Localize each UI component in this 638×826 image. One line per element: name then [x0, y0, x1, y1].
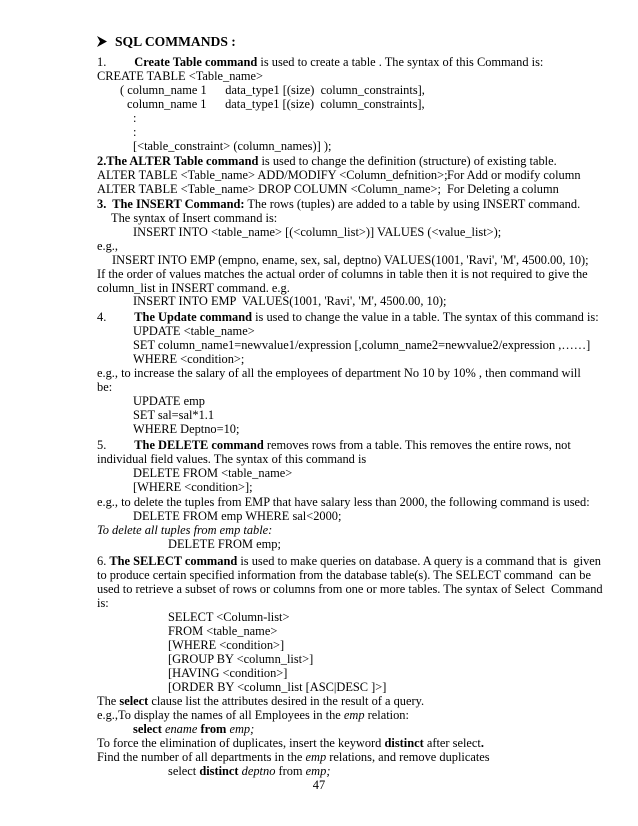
alter-table-term: 2.The ALTER Table command	[97, 154, 259, 168]
create-table-syntax-line: [<table_constraint> (column_names)] );	[133, 139, 332, 153]
delete-term: The DELETE command	[134, 438, 264, 452]
insert-intro	[97, 198, 580, 212]
create-table-syntax-line: CREATE TABLE <Table_name>	[97, 69, 264, 83]
alter-drop-note: For Deleting a column	[447, 182, 559, 196]
distinct-example	[168, 765, 330, 779]
insert-term: 3. The INSERT Command:	[97, 197, 245, 211]
alter-add-note: For Add or modify column	[447, 168, 581, 182]
text-run: Find the number of all departments in the	[97, 750, 306, 764]
delete-desc: removes rows from a table. This removes the entire rows, not	[263, 438, 571, 452]
delete-all-label: To delete all tuples from emp table:	[97, 523, 273, 537]
relation-name: emp	[305, 750, 327, 764]
page-number: 47	[312, 778, 326, 792]
text-run: To force the elimination of duplicates, insert the keyword	[97, 736, 385, 750]
attribute-name: deptno	[238, 764, 276, 778]
text-run: after select	[423, 736, 481, 750]
insert-eg-label: e.g.,	[97, 239, 118, 253]
text-run: relation:	[364, 708, 409, 722]
keyword-select: select	[168, 764, 200, 778]
distinct-task	[97, 751, 490, 765]
item-number: 5.	[97, 438, 107, 452]
select-term: The SELECT command	[109, 554, 238, 568]
insert-note-line: If the order of values matches the actual order of columns in table then it is not required to give the	[97, 267, 588, 281]
insert-example-short: INSERT INTO EMP VALUES(1001, 'Ravi', 'M', 4500.00, 10);	[133, 294, 447, 308]
text-run: clause list the attributes desired in the result of a query.	[148, 694, 425, 708]
keyword-from: from	[200, 722, 227, 736]
select-desc-line: is:	[97, 596, 109, 610]
insert-desc: The rows (tuples) are added to a table by using INSERT command.	[244, 197, 581, 211]
item-number: 6.	[97, 554, 110, 568]
insert-note-line: column_list in INSERT command. e.g.	[97, 281, 290, 295]
insert-syntax-label: The syntax of Insert command is:	[111, 211, 278, 225]
relation-name: emp;	[226, 722, 255, 736]
create-table-syntax-line: column_name 1 data_type1 [(size) column_constraints],	[127, 97, 425, 111]
delete-intro	[97, 439, 571, 453]
heading-text: SQL COMMANDS :	[115, 34, 236, 49]
delete-eg: e.g., to delete the tuples from EMP that have salary less than 2000, the following command is used:	[97, 495, 590, 509]
create-table-desc: is used to create a table . The syntax of this Command is:	[257, 55, 544, 69]
alter-add-code: ALTER TABLE <Table_name> ADD/MODIFY <Column_defnition>;	[97, 168, 448, 182]
delete-example: DELETE FROM emp WHERE sal<2000;	[133, 509, 342, 523]
update-example-line: UPDATE emp	[133, 394, 205, 408]
keyword-select: select	[133, 722, 162, 736]
alter-drop-syntax	[97, 183, 441, 197]
create-table-intro	[97, 56, 543, 70]
select-intro	[97, 555, 601, 569]
select-syntax-line: [WHERE <condition>]	[168, 638, 285, 652]
alter-add-syntax	[97, 169, 448, 183]
update-intro	[97, 311, 599, 325]
update-example-line: WHERE Deptno=10;	[133, 422, 240, 436]
create-table-syntax-line: :	[133, 111, 137, 125]
update-desc: is used to change the value in a table. The syntax of this command is:	[252, 310, 599, 324]
select-syntax-line: [ORDER BY <column_list [ASC|DESC ]>]	[168, 680, 387, 694]
select-syntax-line: [GROUP BY <column_list>]	[168, 652, 314, 666]
relation-name: emp	[343, 708, 365, 722]
select-eg	[97, 709, 409, 723]
update-eg-line: be:	[97, 380, 113, 394]
alter-drop-code: ALTER TABLE <Table_name> DROP COLUMN <Column_name>;	[97, 182, 441, 196]
delete-desc-cont: individual field values. The syntax of this command is	[97, 452, 367, 466]
relation-name: emp;	[305, 764, 331, 778]
select-desc: is used to make queries on database. A query is a command that is given	[237, 554, 601, 568]
item-number: 1.	[97, 55, 107, 69]
select-syntax-line: SELECT <Column-list>	[168, 610, 290, 624]
text-run: e.g.,To display the names of all Employees in the	[97, 708, 344, 722]
create-table-syntax-line: :	[133, 125, 137, 139]
insert-example: INSERT INTO EMP (empno, ename, sex, sal, deptno) VALUES(1001, 'Ravi', 'M', 4500.00, 10);	[112, 253, 589, 267]
delete-all-example: DELETE FROM emp;	[168, 537, 281, 551]
update-syntax-line: WHERE <condition>;	[133, 352, 245, 366]
select-example	[133, 723, 254, 737]
text-run: .	[480, 736, 484, 750]
update-syntax-line: UPDATE <table_name>	[133, 324, 255, 338]
create-table-syntax-line: ( column_name 1 data_type1 [(size) column_constraints],	[120, 83, 425, 97]
select-clause-note	[97, 695, 424, 709]
distinct-note	[97, 737, 484, 751]
select-desc-line: to produce certain specified information from the database table(s). The SELECT command can be	[97, 568, 591, 582]
keyword-select: select	[119, 694, 149, 708]
create-table-term: Create Table command	[134, 55, 258, 69]
alter-table-intro	[97, 155, 557, 169]
alter-table-desc: is used to change the definition (structure) of existing table.	[258, 154, 557, 168]
insert-syntax: INSERT INTO <table_name> [(<column_list>)] VALUES (<value_list>);	[133, 225, 502, 239]
select-syntax-line: FROM <table_name>	[168, 624, 278, 638]
update-syntax-line: SET column_name1=newvalue1/expression [,column_name2=newvalue2/expression ,……]	[133, 338, 591, 352]
item-number: 4.	[97, 310, 107, 324]
keyword-distinct: distinct	[384, 736, 424, 750]
delete-syntax-line: DELETE FROM <table_name>	[133, 466, 293, 480]
arrow-bullet-icon	[97, 36, 107, 47]
delete-syntax-line: [WHERE <condition>];	[133, 480, 253, 494]
keyword-distinct: distinct	[199, 764, 239, 778]
text-run: The	[97, 694, 120, 708]
section-heading	[97, 35, 236, 49]
update-eg-line: e.g., to increase the salary of all the employees of department No 10 by 10% , then command will	[97, 366, 581, 380]
keyword-from: from	[275, 764, 306, 778]
update-term: The Update command	[134, 310, 253, 324]
text-run: relations, and remove duplicates	[326, 750, 490, 764]
attribute-name: ename	[161, 722, 201, 736]
select-desc-line: used to retrieve a subset of rows or columns from one or more tables. The syntax of Select Command	[97, 582, 603, 596]
update-example-line: SET sal=sal*1.1	[133, 408, 215, 422]
select-syntax-line: [HAVING <condition>]	[168, 666, 288, 680]
